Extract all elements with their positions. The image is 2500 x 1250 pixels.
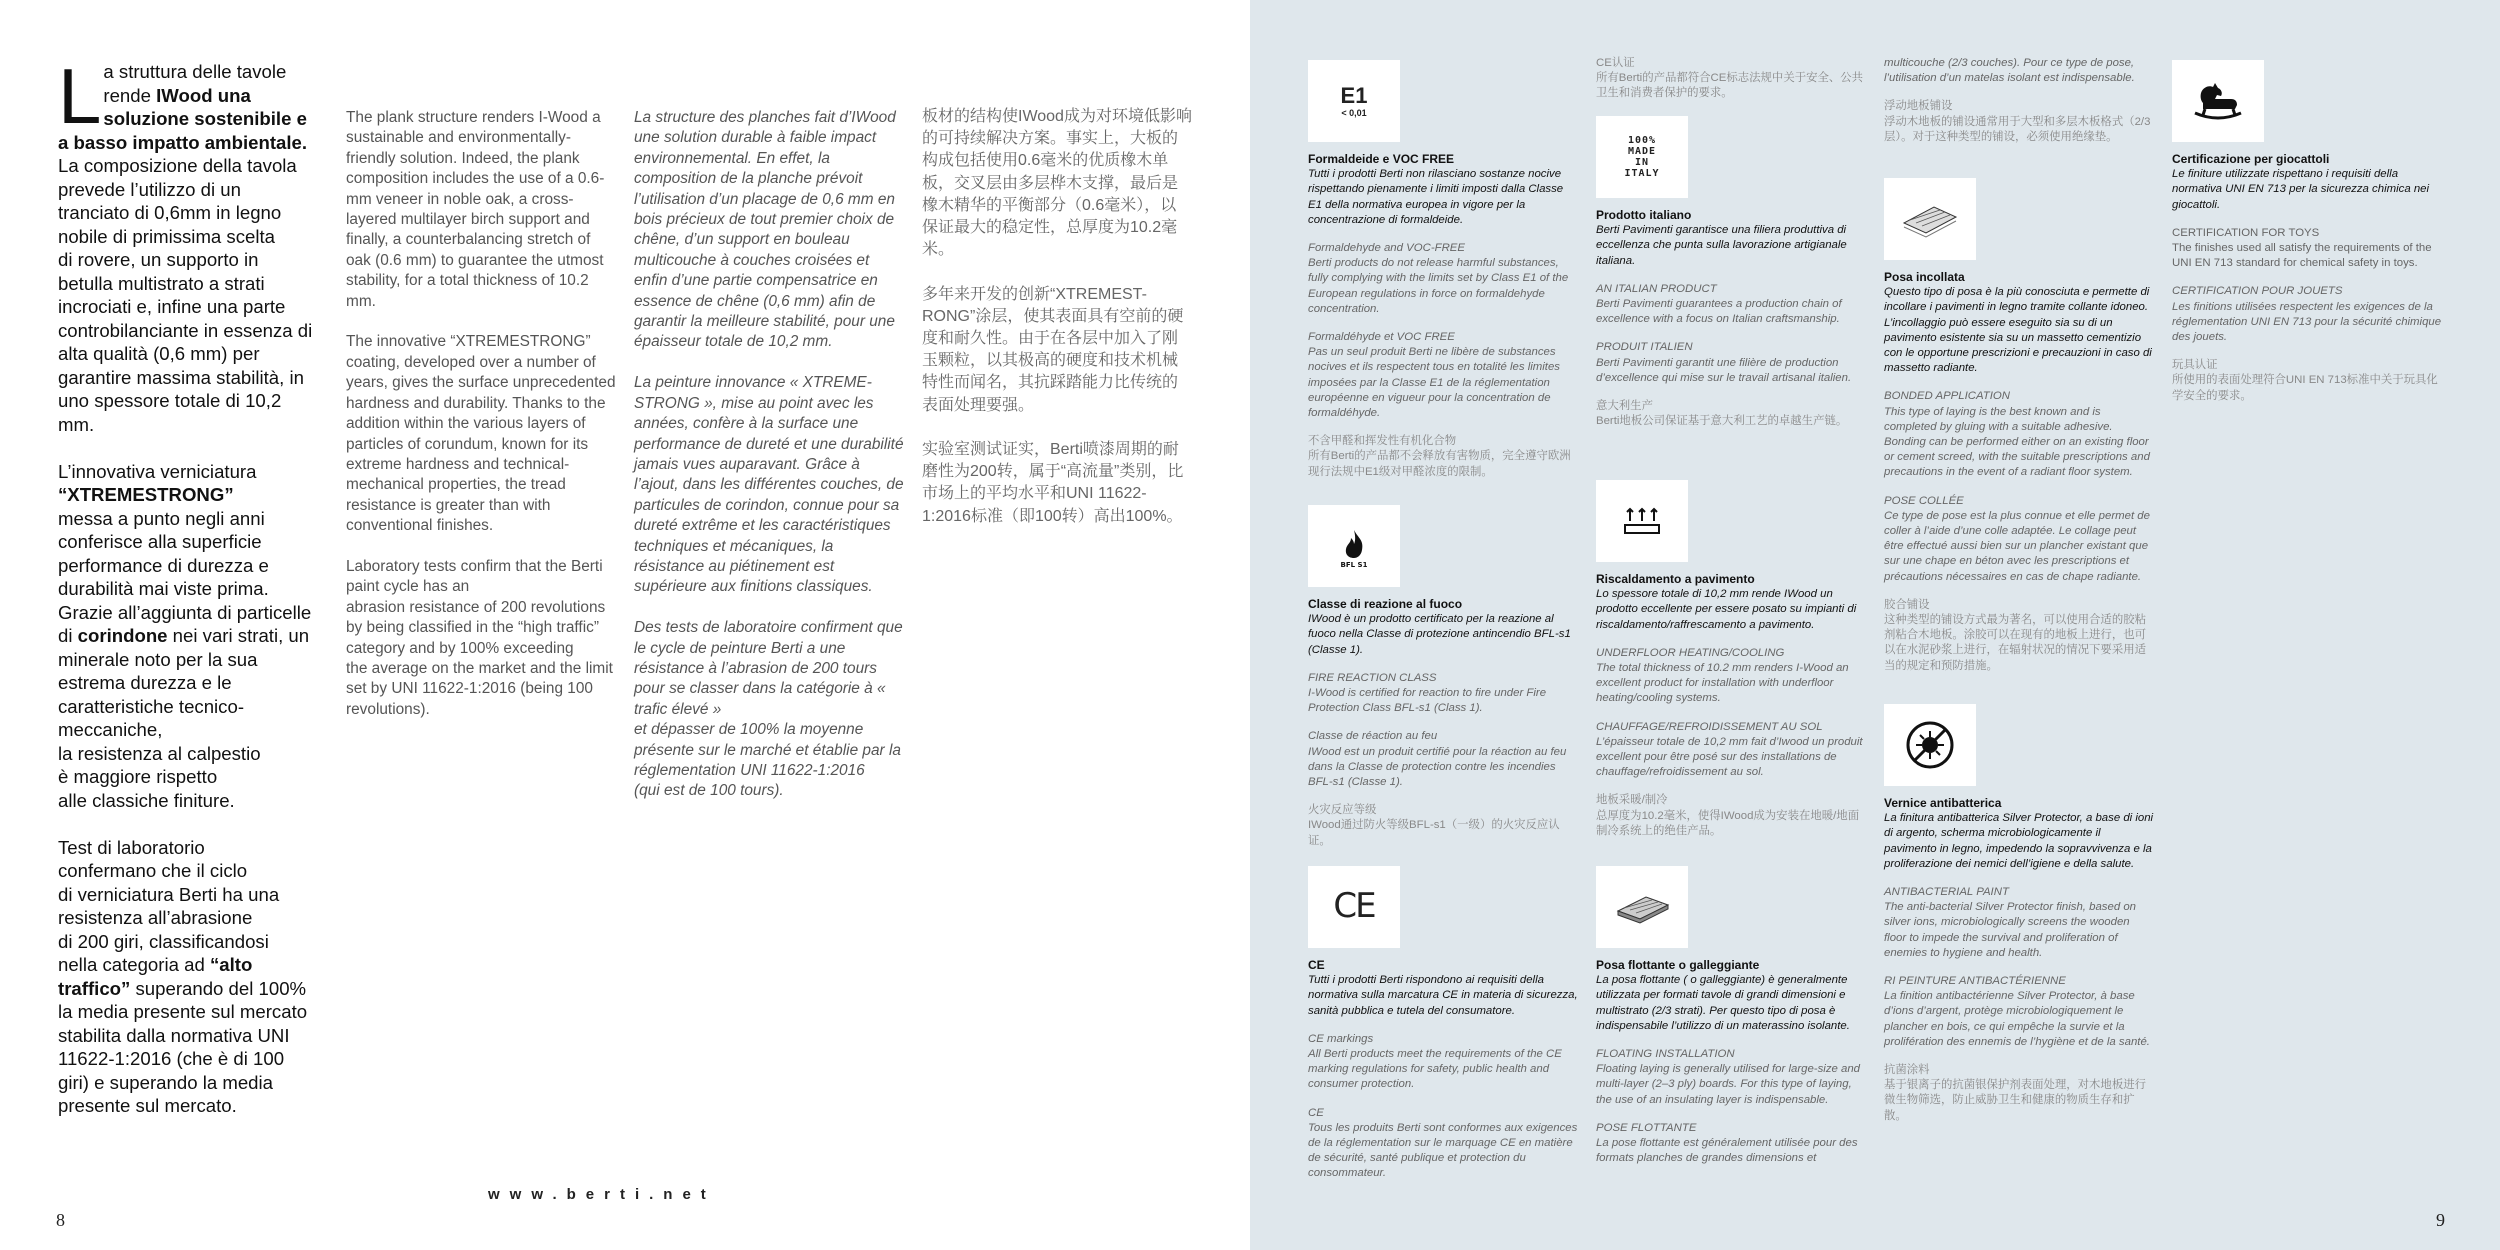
ce-mark-icon: CE <box>1308 866 1400 948</box>
ce-body: Tutti i prodotti Berti rispondono ai requisiti della normativa sulla marcatura CE in materia di sicurezza, sanità pubblica e tutela del consumatore. <box>1308 974 1578 1017</box>
italian-p4-bold: “alto traffico” <box>58 954 253 999</box>
toys-en: CERTIFICATION FOR TOYS The finishes used all satisfy the requirements of the UNI EN 713 standard for chemical safety in toys. <box>2172 226 2432 270</box>
toys-zh: 玩具认证 所使用的表面处理符合UNI EN 713标准中关于玩具化学安全的要求。 <box>2172 359 2438 402</box>
antibac-block <box>1884 704 2154 1124</box>
ce-continued: CE认证 所有Berti的产品都符合CE标志法规中关于安全、公共卫生和消费者保护的要求。 <box>1596 57 1864 100</box>
svg-text:BFL S1: BFL S1 <box>1340 561 1368 568</box>
fire-zh: 火灾反应等级 IWood通过防火等级BFL-s1（一级）的火灾反应认证。 <box>1308 804 1560 847</box>
e1-body: Tutti i prodotti Berti non rilasciano sostanze nocive rispettando pienamente i limiti imposti dalla Classe E1 della normativa europea in vigore per la concentrazione di formaldeide. <box>1308 168 1564 226</box>
fire-title: Classe di reazione al fuoco <box>1308 597 1463 611</box>
e1-en: Formaldehyde and VOC-FREE Berti products do not release harmful substances, fully complying with the limits set by Class E1 of the European regulations in force on formaldehyde concentration. <box>1308 242 1569 315</box>
antibac-zh: 抗菌涂料 基于银离子的抗菌银保护剂表面处理，对木地板进行微生物筛选，防止威胁卫生和健康的物质生存和扩散。 <box>1884 1064 2146 1122</box>
floating-body: La posa flottante ( o galleggiante) è generalmente utilizzata per formati tavole di grandi dimensioni e multistrato (2/3 strati). Per questo tipo di posa è indispensabile l’utilizzo di un materassino isolante. <box>1596 974 1850 1032</box>
antibac-en: ANTIBACTERIAL PAINT The anti-bacterial Silver Protector finish, based on silver ions, microbiologically screens the wooden floor to impede the survival and proliferation of enemies to hygiene and health. <box>1884 886 2136 959</box>
fire-fr: Classe de réaction au feu IWood est un produit certifié pour la réaction au feu dans la Classe de protection contre les incendies BFL-s1 (Classe 1). <box>1308 730 1567 789</box>
e1-icon-text: E1 <box>1340 82 1368 108</box>
heating-fr: CHAUFFAGE/REFROIDISSEMENT AU SOL L’épaisseur totale de 10,2 mm fait d’Iwood un produit excellent pour être posé sur des installations de chauffage/refroidissement au sol. <box>1596 720 1863 779</box>
italy-block <box>1596 116 1866 429</box>
e1-fr: Formaldéhyde et VOC FREE Pas un seul produit Berti ne libère de substances nocives et ils respectent tous en totalité les limites imposées par la Classe E1 de la réglementation européenne en vigueur pour la concentration de formaldéhyde. <box>1308 331 1560 420</box>
e1-icon-sub: < 0,01 <box>1341 107 1367 118</box>
floating-block <box>1596 866 1866 1166</box>
underfloor-heating-icon <box>1596 480 1688 562</box>
english-column: The plank structure renders I-Wood a sustainable and environmentally-friendly solution. Indeed, the plank composition includes the use of a 0.6-mm veneer in noble oak, a cross-layered multilayer birch support and finally, a counterbalancing stretch of oak (0.6 mm) to guarantee the utmost stability, for a total thickness of 10.2 mm. The innovative “XTREMESTRONG” coating, developed over a number of years, gives the surface unprecedented hardness and durability. Thanks to the addition within the various layers of particles of corundum, known for its extreme hardness and technical-mechanical properties, the tread resistance is greater than with conventional finishes. Laboratory tests confirm that the Berti paint cycle has an abrasion resistance of 200 revolutions by being classified in the “high traffic” category and by 100% exceeding the average on the market and the limit set by UNI 11622-1:2016 (being 100 revolutions). <box>346 109 616 718</box>
antibac-fr: RI PEINTURE ANTIBACTÉRIENNE La finition antibactérienne Silver Protector, à base d’ions d’argent, protège microbiologiquement le plancher en bois, ce qui empêche la survie et la prolifération des ennemis de l’hygiène et de la santé. <box>1884 975 2150 1048</box>
rocking-horse-icon <box>2172 60 2264 142</box>
ce-title: CE <box>1308 958 1325 972</box>
italy-zh: 意大利生产 Berti地板公司保证基于意大利工艺的卓越生产链。 <box>1596 400 1848 428</box>
antibac-title: Vernice antibatterica <box>1884 796 2002 810</box>
french-column: La structure des planches fait d’IWood une solution durable à faible impact environnemental. En effet, la composition de la planche prévoit l’utilisation d’un placage de 0,6 mm en bois précieux de tout premier choix de chêne, d’un support en bouleau multicouche à couches croisées et enfin d’une partie compensatrice en essence de chêne (0,6 mm) afin de garantir la meilleure stabilité, pour une épaisseur totale de 10,2 mm. La peinture innovance « XTREME-STRONG », mise au point avec les années, confère à la surface une performance de dureté et une durabilité jamais vues auparavant. Grâce à l’ajout, dans les différentes couches, de particules de corindon, connue pour sa dureté extrême et les caractéristiques techniques et mécaniques, la résistance au piétinement est supérieure aux finitions classiques. Des tests de laboratoire confirment que le cycle de peinture Berti a une résistance à l’abrasion de 200 tours pour se classer dans la catégorie à « trafic élevé » et dépasser de 100% la moyenne présente sur le marché et établie par la réglementation UNI 11622-1:2016 (qui est de 100 tours). <box>634 109 904 800</box>
italian-p3e: nei vari strati, un minerale noto per la sua estrema durezza e le caratteristiche tecnico-meccaniche, la resistenza al calpestio è maggiore rispetto alle classiche finiture. <box>58 625 310 811</box>
toys-block <box>2172 60 2442 404</box>
drop-cap: L <box>58 52 102 140</box>
floating-fr: POSE FLOTTANTE La pose flottante est généralement utilisée pour des formats planches de grandes dimensions et <box>1596 1121 1858 1165</box>
e1-icon <box>1308 60 1400 142</box>
italian-column <box>58 52 313 1118</box>
heating-title: Riscaldamento a pavimento <box>1596 572 1755 586</box>
right-page <box>1250 0 2500 1250</box>
toys-title: Certificazione per giocattoli <box>2172 152 2330 166</box>
glued-floor-icon <box>1884 178 1976 260</box>
chinese-column: 板材的结构使IWood成为对环境低影响的可持续解决方案。事实上，大板的构成包括使用0.6毫米的优质橡木单板，交叉层由多层桦木支撑，最后是橡木精华的平衡部分（0.6毫米），以保证最大的稳定性，总厚度为10.2毫米。 多年来开发的创新“XTREMEST-RONG”涂层，使其表面具有空前的硬度和耐久性。由于在各层中加入了刚玉颗粒，以其极高的硬度和技术机械特性而闻名，其抗踩踏能力比传统的表面处理要强。 实验室测试证实，Berti喷漆周期的耐磨性为200转，属于“高流量”类别，比市场上的平均水平和UNI 11622-1:2016标准（即100转）高出100%。 <box>922 108 1192 525</box>
italian-p1-bold: IWood una soluzione sostenibile e a basso impatto ambientale. <box>58 84 308 153</box>
fire-block <box>1308 505 1578 849</box>
italian-p4a: Test di laboratorio confermano che il ciclo di verniciatura Berti ha una resistenza all’abrasione di 200 giri, classificandosi nella categoria ad <box>58 836 280 975</box>
italian-p4c: superando del 100% la media presente sul mercato stabilita dalla normativa UNI 11622-1:2016 (che è di 100 giri) e superando la media presente sul mercato. <box>58 977 308 1116</box>
italian-corindone: corindone <box>77 625 168 646</box>
glued-zh: 胶合铺设 这种类型的铺设方式最为著名，可以使用合适的胶粘剂粘合木地板。涂胶可以在现有的地板上进行，也可以在水泥砂浆上进行，在辐射状况的情况下要采用适当的规定和预防措施。 <box>1884 598 2146 672</box>
toys-body: Le finiture utilizzate rispettano i requisiti della normativa UNI EN 713 per la sicurezza chimica nei giocattoli. <box>2172 168 2430 211</box>
italy-body: Berti Pavimenti garantisce una filiera produttiva di eccellenza che punta sulla lavorazione artigianale italiana. <box>1596 224 1847 267</box>
glued-fr: POSE COLLÉE Ce type de pose est la plus connue et elle permet de coller à l’aide d’une colle adaptée. Le collage peut être effectué aussi bien sur un plancher existant que sur une chape en béton avec les prescriptions et précautions nécessaires en cas de chape radiante. <box>1884 494 2150 583</box>
ce-fr: CE Tous les produits Berti sont conformes aux exigences de la réglementation sur le marquage CE en matière de sécurité, santé publique et protection du consommateur. <box>1308 1106 1578 1180</box>
e1-title: Formaldeide e VOC FREE <box>1308 152 1455 166</box>
e1-block <box>1308 60 1578 480</box>
fire-en: FIRE REACTION CLASS I-Wood is certified for reaction to fire under Fire Protection Class BFL-s1 (Class 1). <box>1308 671 1547 715</box>
made-in-italy-icon: 100% MADE IN ITALY <box>1596 116 1688 198</box>
ce-en: CE markings All Berti products meet the requirements of the CE marking regulations for safety, public health and consumer protection. <box>1308 1032 1562 1091</box>
antibac-body: La finitura antibatterica Silver Protector, a base di ioni di argento, scherma microbiologicamente il pavimento in legno, impedendo la sopravvivenza e la proliferazione dei nemici dell’igiene e della salute. <box>1884 812 2154 870</box>
italian-p1: a struttura delle tavole rende <box>103 61 287 106</box>
glued-title: Posa incollata <box>1884 270 1965 284</box>
italian-p3c: messa a punto negli anni conferisce alla superficie performance di durezza e durabilità mai viste prima. Grazie all’aggiunta di particelle di <box>58 507 312 646</box>
italian-p3-bold: “XTREMESTRONG” <box>58 484 234 505</box>
glued-block <box>1884 178 2154 674</box>
italian-p2: La composizione della tavola prevede l’utilizzo di un tranciato di 0,6mm in legno nobile di primissima scelta di rovere, un supporto in betulla multistrato a strati incrociati e, infine una parte controbilanciante in essenza di alta qualità (0,6 mm) per garantire massima stabilità, in uno spessore totale di 10,2 mm. <box>58 155 313 435</box>
fire-body: IWood è un prodotto certificato per la reazione al fuoco nella Classe di protezione antincendio BFL-s1 (Classe 1). <box>1308 613 1571 656</box>
floating-en: FLOATING INSTALLATION Floating laying is generally utilised for large-size and multi-layer (2–3 ply) boards. For this type of laying, the use of an insulating layer is indispensable. <box>1596 1048 1861 1106</box>
e1-zh: 不含甲醛和挥发性有机化合物 所有Berti的产品都不会释放有害物质，完全遵守欧洲现行法规中E1级对甲醛浓度的限制。 <box>1308 435 1571 478</box>
heating-block <box>1596 480 1866 839</box>
page-number-left: 8 <box>56 1210 65 1230</box>
italy-en: AN ITALIAN PRODUCT Berti Pavimenti guarantees a production chain of excellence with a focus on Italian craftsmanship. <box>1596 282 1842 326</box>
ce-block <box>1308 866 1578 1182</box>
italy-title: Prodotto italiano <box>1596 208 1692 222</box>
website-url: www.berti.net <box>488 1186 716 1203</box>
page-number-right: 9 <box>2436 1210 2445 1230</box>
antibacterial-icon <box>1884 704 1976 786</box>
heating-zh: 地板采暖/制冷 总厚度为10.2毫米，使得IWood成为安装在地暖/地面制冷系统上的绝佳产品。 <box>1596 794 1860 837</box>
floating-continued: multicouche (2/3 couches). Pour ce type de pose, l’utilisation d’un matelas isolant est indispensable. 浮动地板铺设 浮动木地板的铺设通常用于大型和多层木板格式（2/3层）。对于这种类型的铺设，必须使用绝缘垫。 <box>1884 57 2151 143</box>
heating-body: Lo spessore totale di 10,2 mm rende IWood un prodotto eccellente per essere posato su impianti di riscaldamento/raffrescamento a pavimento. <box>1596 588 1857 631</box>
italy-fr: PRODUIT ITALIEN Berti Pavimenti garantit une filière de production d’excellence qui mise sur le travail artisanal italien. <box>1596 341 1852 384</box>
heating-en: UNDERFLOOR HEATING/COOLING The total thickness of 10.2 mm renders I-Wood an excellent product for installation with underfloor heating/cooling systems. <box>1596 646 1849 705</box>
floating-title: Posa flottante o galleggiante <box>1596 958 1760 972</box>
floating-floor-icon <box>1596 866 1688 948</box>
flame-icon <box>1308 505 1400 587</box>
italian-p3a: L’innovativa verniciatura <box>58 460 257 482</box>
glued-en: BONDED APPLICATION This type of laying is the best known and is completed by gluing with a suitable adhesive. Bonding can be performed either on an existing floor or cement screed, with the suitable prescriptions and precautions in the event of a radiant floor system. <box>1884 390 2150 479</box>
toys-fr: CERTIFICATION POUR JOUETS Les finitions utilisées respectent les exigences de la réglementation UNI EN 713 pour la sécurité chimique des jouets. <box>2172 285 2442 344</box>
glued-body: Questo tipo di posa è la più conosciuta e permette di incollare i pavimenti in legno tramite collante idoneo. L’incollaggio può essere eseguito sia su di un pavimento esistente sia su un massetto cementizio con le opportune prescrizioni e precauzioni in caso di massetto radiante. <box>1884 286 2152 375</box>
